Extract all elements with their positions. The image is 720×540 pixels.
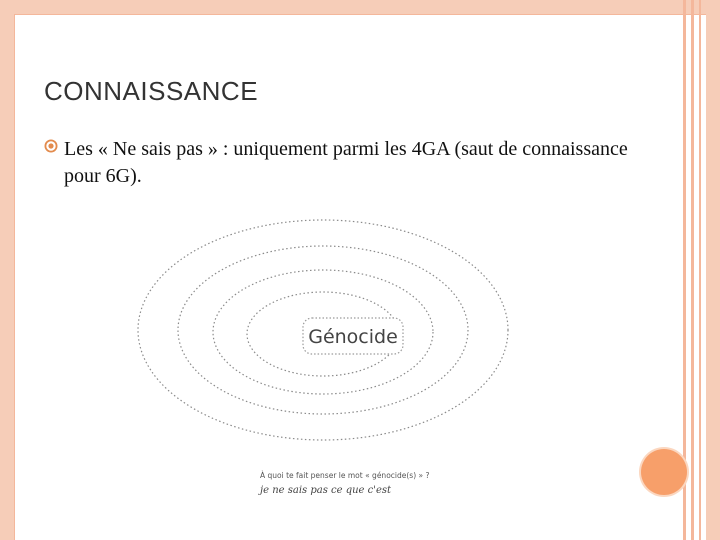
- decorative-circle: [641, 449, 687, 495]
- bullet-icon: [44, 139, 58, 153]
- slide-border-left: [0, 0, 14, 540]
- center-label: Génocide: [308, 326, 398, 348]
- slide-inner-line-left: [14, 14, 15, 540]
- decorative-rail: [699, 0, 701, 540]
- bullet-text: Les « Ne sais pas » : uniquement parmi les 4GA (saut de connaissance pour 6G).: [64, 138, 628, 187]
- slide-border-top: [0, 0, 720, 14]
- diagram-handwritten-answer: je ne sais pas ce que c'est: [260, 485, 392, 496]
- slide-title: CONNAISSANCE: [44, 76, 259, 106]
- diagram-question: À quoi te fait penser le mot « génocide(s) » ?: [260, 471, 430, 480]
- concentric-diagram: [130, 210, 520, 510]
- slide-border-right: [706, 0, 720, 540]
- decorative-rail: [691, 0, 694, 540]
- slide-inner-line-top: [14, 14, 706, 15]
